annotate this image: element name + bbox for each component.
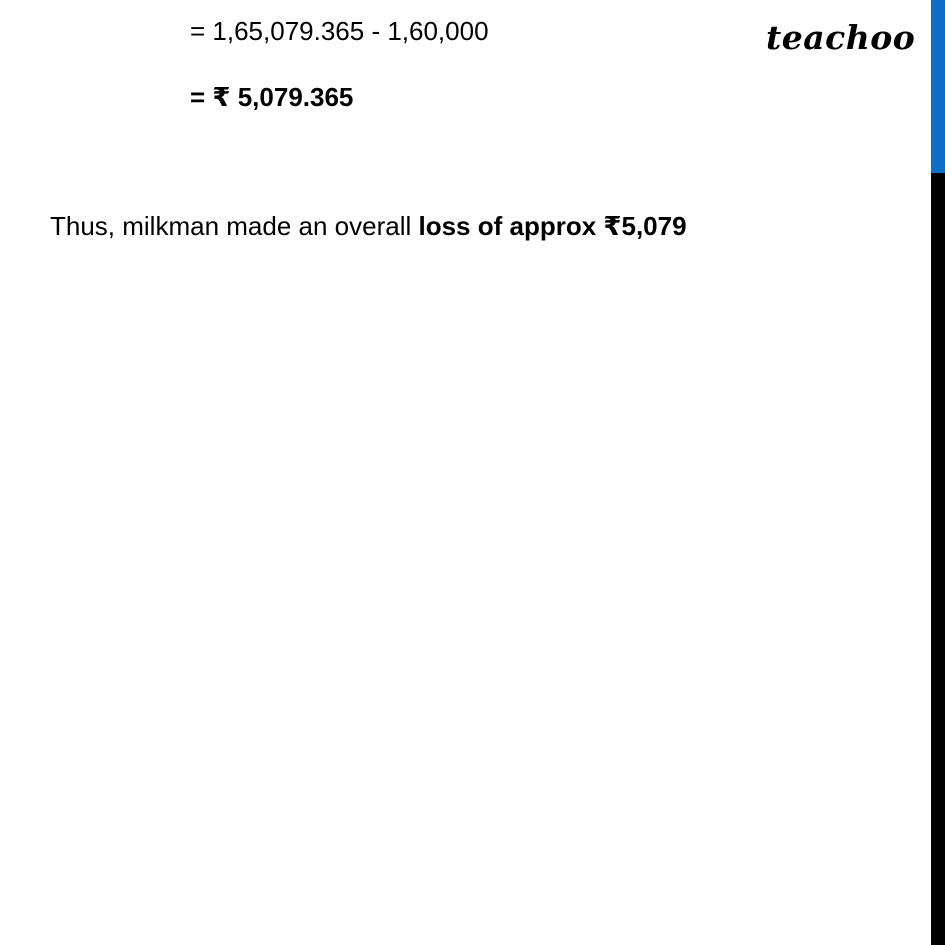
teachoo-logo: teachoo — [766, 18, 916, 57]
conclusion-sentence — [50, 211, 687, 241]
right-sidebar-bar — [931, 0, 945, 945]
working-line-result: = ₹ 5,079.365 — [190, 82, 354, 112]
conclusion-prefix: Thus, milkman made an overall — [50, 211, 419, 241]
sidebar-accent-segment — [931, 0, 945, 173]
working-line-difference: = 1,65,079.365 - 1,60,000 — [190, 16, 489, 46]
conclusion-emphasis: loss of approx ₹5,079 — [418, 211, 687, 241]
